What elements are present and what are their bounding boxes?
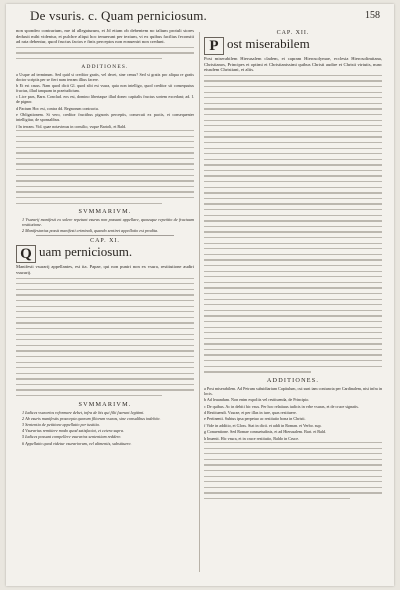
chapter-text: Manifesti vsurarij appellantes, est ita. Papae, qui non puniri non ex vsura, restitutione audiri vsurarij. — [16, 264, 194, 275]
note-f: f Vide in additio, et Gloss. Stat in dicti. et addi in Roman. et Verbo. sup. — [204, 422, 322, 428]
note-b: b Ad leuandum. Non enim expoliis vel restituenda, de Principio. — [204, 397, 310, 403]
additiones-heading: ADDITIONES. — [81, 63, 129, 70]
summary-item: 3 Sententia de petitione appellatio per iustitia. — [22, 422, 100, 428]
note-c: c De quibus. Ac in debiti hic vsus. Per hoc relatiuus iudicis in vrbe vsuras, et de cruce signatis. — [204, 403, 359, 409]
note-h: h Inuenit. Hic vsura, et in cruce restitutio, Baldo in Cruce. — [204, 435, 300, 441]
chapter-label: CAP. XII. — [276, 30, 310, 36]
summarium-heading: SVMMARIVM. — [78, 208, 132, 216]
intro-text: non spondeo contrarium, me id allegaturum, et Jd etiam ob debentem no talium protuli stores deduxit mihi videntur, et pulchre aliqui hoc tenuerunt per textum, vt ex quibus facilius feconsiti ad rata debentur, quod fructus factos e finis perceptos non eonueniri non credunt. — [16, 28, 194, 45]
chapter-opening — [16, 245, 194, 263]
document-page — [6, 4, 394, 586]
note-d: d Restituendi. Vsurae, et per illas in iure, quas restituere. — [204, 410, 297, 416]
chapter-title: ost miserabilem — [227, 36, 310, 51]
page-header — [16, 8, 386, 26]
summary-item: 5 Iudices possunt compellere vsurarios sententiam reddere. — [22, 434, 122, 440]
note-c: c Lice pars, Barn. Conclud. eos est, domino libertaque illud donec capitalis fructus sortem excedant; ad. I. de pignor. — [16, 94, 194, 105]
note-g: g Conuentione. Sed Romae consuetudinis, et ad Hierusalem. Bart. et Bald. — [204, 429, 326, 435]
right-column — [204, 28, 382, 504]
note-d: d Pactum Hoc est, contra dd. Regnorum contractu. — [16, 105, 99, 111]
text-lines — [16, 278, 194, 397]
column-divider — [199, 32, 200, 572]
running-head: De vsuris. c. Quam perniciosum. — [30, 8, 207, 23]
additiones-heading: ADDITIONES. — [266, 376, 320, 384]
note-b: b Et est casus. Nam quod dicit Gl. quod sibi est vsura, quia non intelligo, quod creditor sit consequutus fructus, illud tanquam in praeiudicium. — [16, 82, 194, 93]
summary-item: 1 Vsurarij manifesti ex solere repetunt vsuras non possunt appellare, quousque repetitio de fructuum restitutione. — [22, 217, 194, 228]
note-f: f In terram. Vid. quae notavimus in consilio, vsque Bartoli, et Bald. — [16, 123, 127, 129]
summary-item: 2 Ab vsuris manifestis praecepta quorum filiorum vsuras, sine consulibus indebite. — [22, 415, 161, 421]
note-e: e Pertinenti. Subtus ipsa perpetuo ac restitutio bona in Christi. — [204, 416, 306, 422]
chapter-text: Post miserabilem Hierusalem cladem, et capram Hierosolymae, ecclesia Hierosolimitana, Christianos, Principes et optimi et Christianissimi quibus Christi audire et Christi virtutis, nunc eiusdem Christiani, et aliis. — [204, 56, 382, 73]
text-lines — [16, 47, 194, 59]
chapter-opening — [204, 37, 382, 55]
rule — [36, 235, 174, 236]
summary-item: 6 Appellatio quod videtur vsurariorum, vel alimentis, substituere. — [22, 440, 132, 446]
summarium-heading-2: SVMMARIVM. — [78, 400, 132, 408]
note-e: e Obligationem. Si vero, creditor fructibus pignoris perceptis, consecuti ex pactis, et consequenter intelligitur, de sponsalibus. — [16, 112, 194, 123]
note-a: a Usque ad terminum. Sed quid si creditor gratis, vel decet, sine censu? Sed si gratis pro aliqua re gratis doctor scriptis per se fieri nam terram illius facere. — [16, 71, 194, 82]
summary-item: 1 Iudices vsurarios reformare debet, infra de bis qui filii fuerunt legitimi. — [22, 409, 145, 415]
drop-cap: P — [204, 37, 224, 55]
text-lines — [204, 75, 382, 373]
page-number: 158 — [365, 10, 380, 21]
text-lines — [204, 442, 382, 499]
summary-item: 4 Vsurarius remittere modo quod satisfaciat, et cetera supra. — [22, 428, 125, 434]
chapter-title: uam perniciosum. — [39, 244, 133, 260]
note-a: a Post miserabilem. Ad Petrum subsidiarium Capitulum, cui sunt iam coniuncta per Cardinalem, nisi infra in locis. — [204, 385, 382, 396]
summary-item: 2 Manifestarius possit manifesti criminali, quando sentiret appellatio est prodita. — [22, 228, 159, 234]
left-column — [16, 28, 194, 447]
drop-cap: Q — [16, 245, 36, 263]
text-lines — [16, 130, 194, 204]
chapter-label: CAP. XI. — [90, 238, 120, 245]
